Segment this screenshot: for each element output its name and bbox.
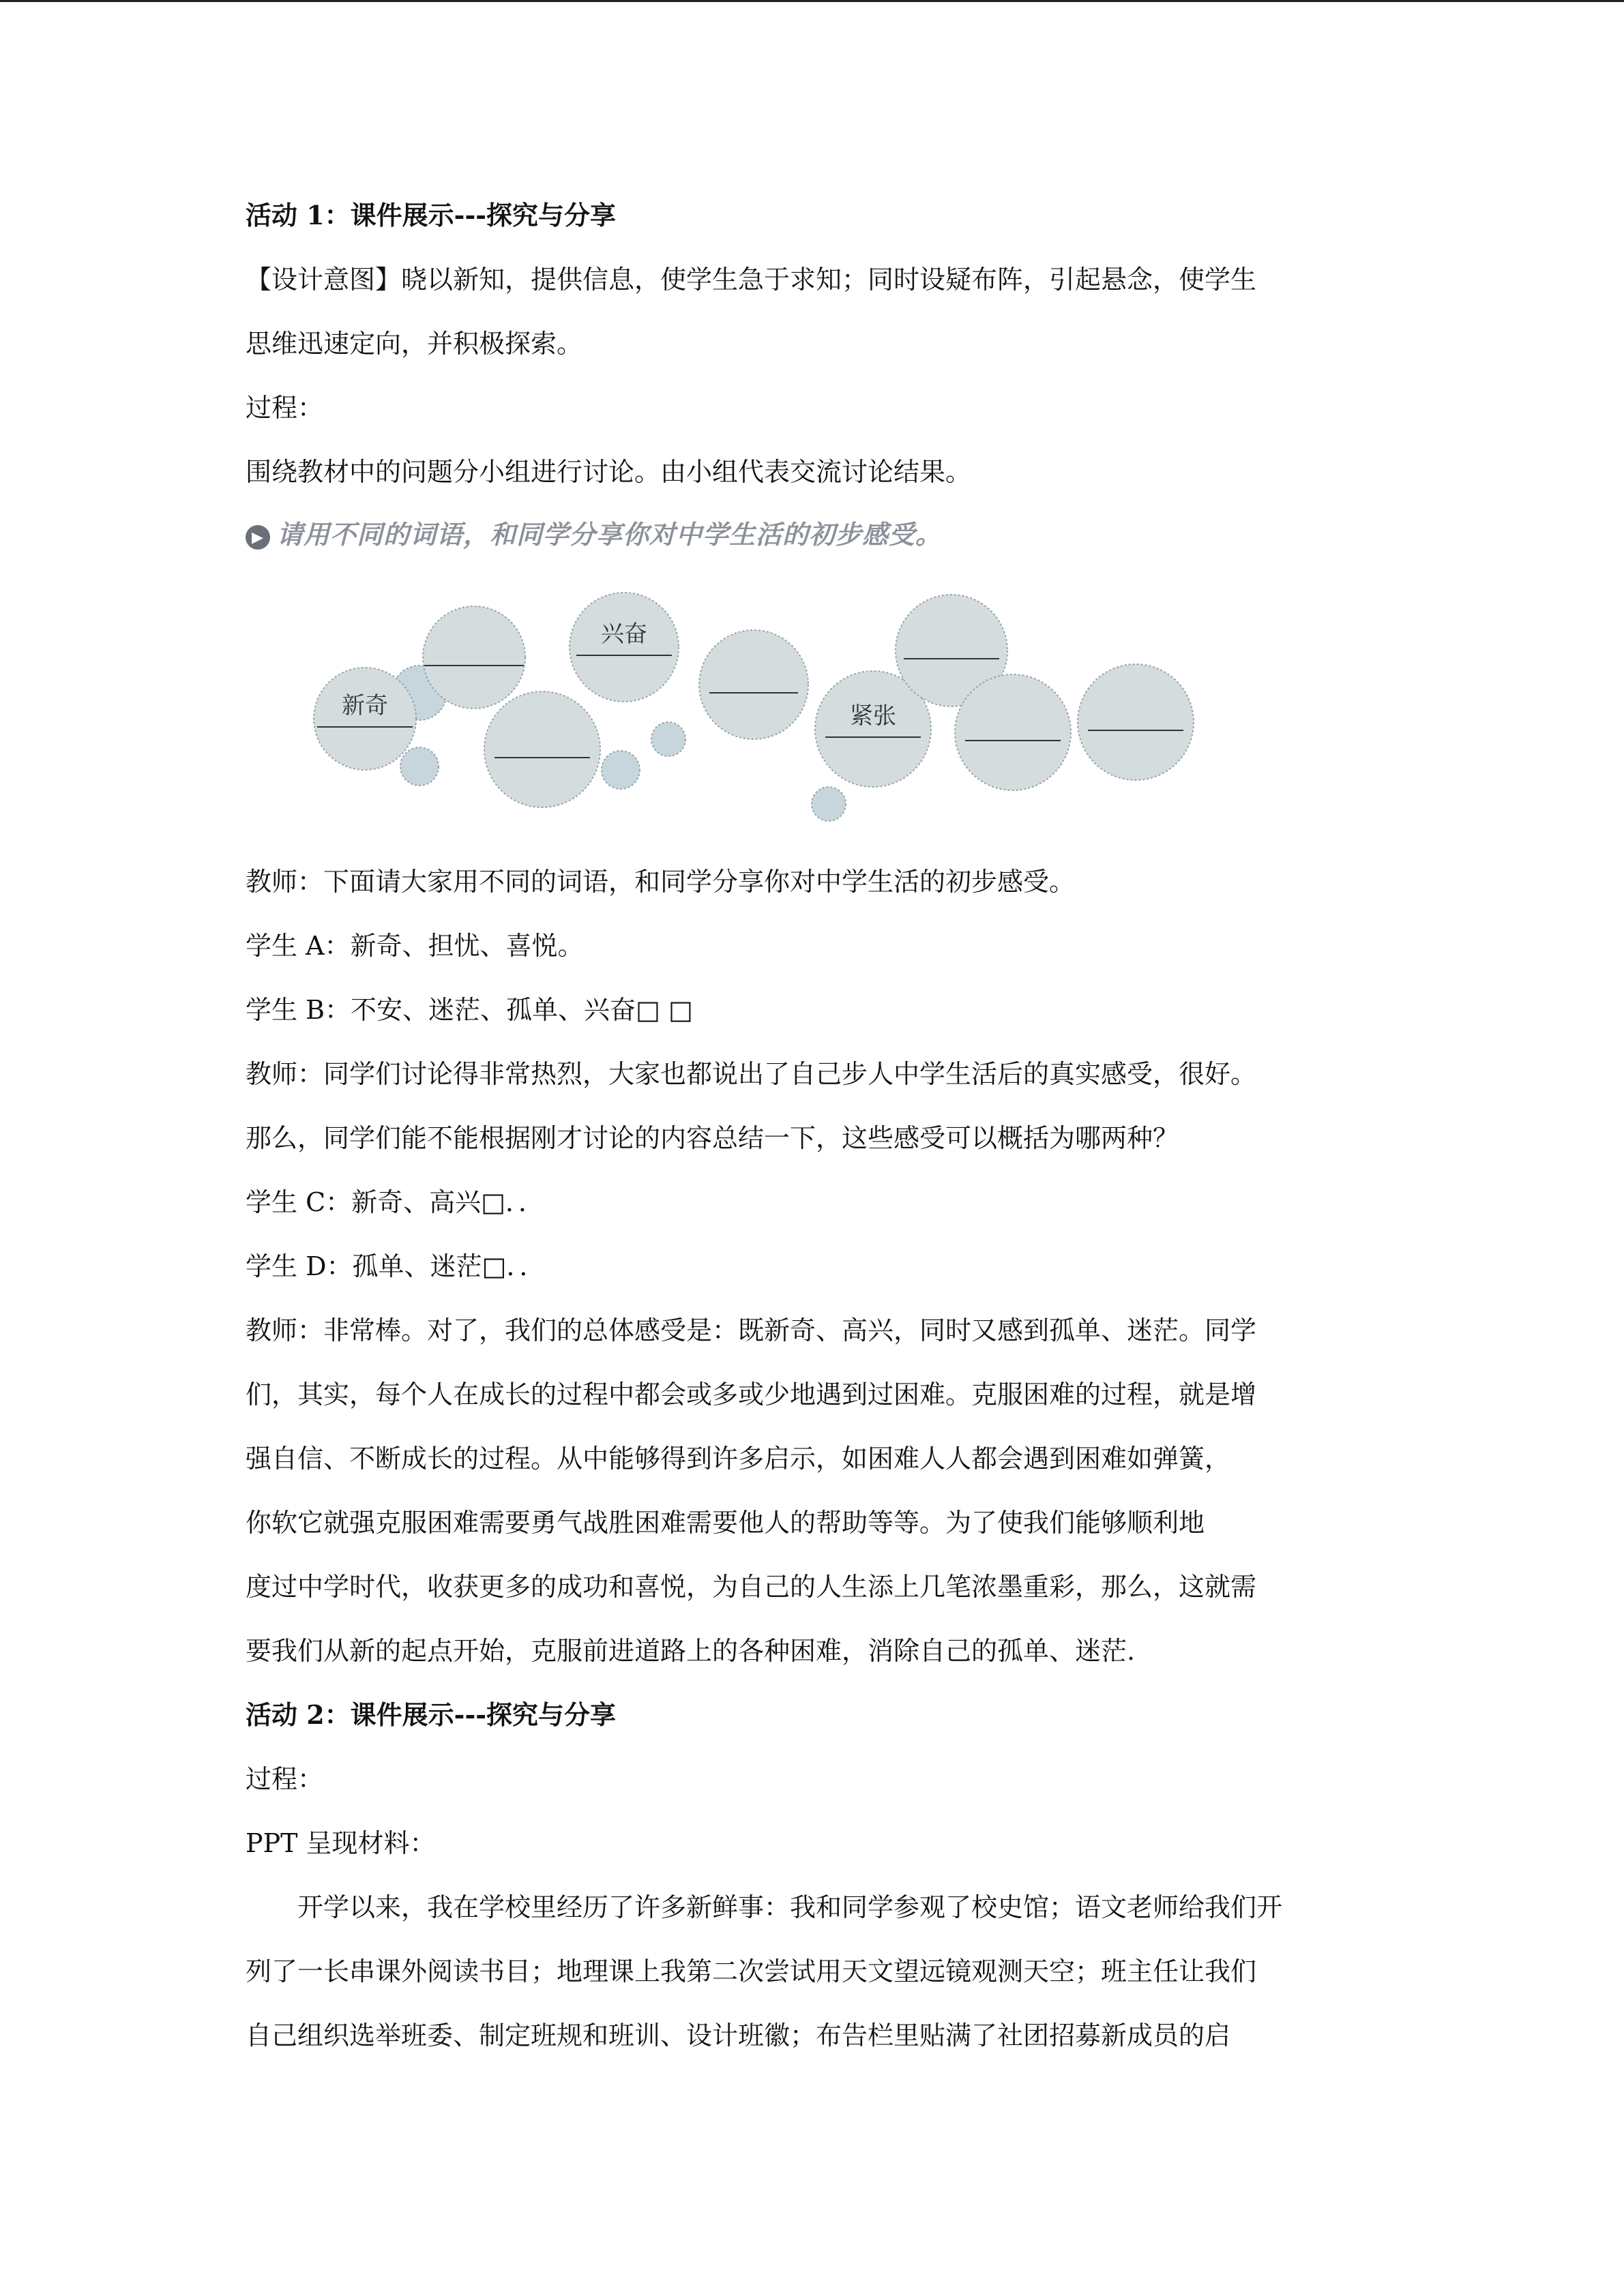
bubble-tiny-mid bbox=[602, 751, 640, 789]
activity1-heading: 活动 1：课件展示---探究与分享 bbox=[246, 200, 616, 230]
bubble-center-low bbox=[484, 691, 600, 807]
bubble-word-1: 新奇 bbox=[342, 692, 388, 719]
dialogue-line-12: 度过中学时代，收获更多的成功和喜悦，为自己的人生添上几笔浓墨重彩，那么，这就需 bbox=[246, 1572, 1257, 1602]
design-intent-line-1: 【设计意图】晓以新知，提供信息，使学生急于求知；同时设疑布阵，引起悬念，使学生 bbox=[246, 265, 1257, 295]
feelings-bubble-figure bbox=[246, 514, 1200, 845]
bubble-right-1 bbox=[955, 674, 1071, 790]
bubble-word-3: 紧张 bbox=[850, 702, 896, 730]
bubble-center-small bbox=[651, 722, 685, 756]
activity2-heading: 活动 2：课件展示---探究与分享 bbox=[246, 1699, 616, 1730]
page-top-border bbox=[0, 0, 1624, 2]
activity1-instruction: 围绕教材中的问题分小组进行讨论。由小组代表交流讨论结果。 bbox=[246, 457, 972, 487]
activity1-process-label: 过程： bbox=[246, 393, 324, 423]
bubble-right-2 bbox=[1078, 664, 1194, 780]
play-icon: ▶ bbox=[246, 525, 270, 550]
bubble-illustration bbox=[246, 569, 1200, 841]
dialogue-line-7: 学生 D：孤单、迷茫□．． bbox=[246, 1251, 546, 1281]
dialogue-line-4: 教师：同学们讨论得非常热烈，大家也都说出了自己步人中学生活后的真实感受，很好。 bbox=[246, 1059, 1257, 1089]
dialogue-line-10: 强自信、不断成长的过程。从中能够得到许多启示，如困难人人都会遇到困难如弹簧， bbox=[246, 1444, 1231, 1474]
material-line-1: 开学以来，我在学校里经历了许多新鲜事：我和同学参观了校史馆；语文老师给我们开 bbox=[297, 1892, 1283, 1922]
dialogue-line-2: 学生 A：新奇、担忧、喜悦。 bbox=[246, 931, 584, 961]
document-page bbox=[246, 198, 1378, 2082]
bubble-mid-right bbox=[699, 630, 808, 739]
dialogue-line-9: 们，其实，每个人在成长的过程中都会或多或少地遇到过困难。克服困难的过程，就是增 bbox=[246, 1380, 1257, 1410]
figure-caption bbox=[246, 514, 942, 555]
dialogue-line-3: 学生 B：不安、迷茫、孤单、兴奋□ □ bbox=[246, 995, 693, 1025]
dialogue-line-11: 你软它就强克服困难需要勇气战胜困难需要他人的帮助等等。为了使我们能够顺利地 bbox=[246, 1508, 1205, 1538]
activity2-process-label: 过程： bbox=[246, 1764, 324, 1794]
material-line-2: 列了一长串课外阅读书目；地理课上我第二次尝试用天文望远镜观测天空；班主任让我们 bbox=[246, 1956, 1257, 1986]
dialogue-line-6: 学生 C：新奇、高兴□．． bbox=[246, 1187, 545, 1217]
dialogue-line-5: 那么，同学们能不能根据刚才讨论的内容总结一下，这些感受可以概括为哪两种？ bbox=[246, 1123, 1179, 1153]
dialogue-line-8: 教师：非常棒。对了，我们的总体感受是：既新奇、高兴，同时又感到孤单、迷茫。同学 bbox=[246, 1315, 1257, 1345]
material-line-3: 自己组织选举班委、制定班规和班训、设计班徽；布告栏里贴满了社团招募新成员的启 bbox=[246, 2021, 1231, 2051]
bubble-tiny-left bbox=[400, 747, 439, 786]
bubble-top-2 bbox=[423, 606, 525, 709]
figure-caption-text: 请用不同的词语，和同学分享你对中学生活的初步感受。 bbox=[277, 519, 943, 550]
design-intent-line-2: 思维迅速定向，并积极探索。 bbox=[246, 329, 583, 359]
activity2-ppt-label: PPT 呈现材料： bbox=[246, 1828, 436, 1858]
dialogue-line-13: 要我们从新的起点开始，克服前进道路上的各种困难，消除自己的孤单、迷茫. bbox=[246, 1636, 1136, 1666]
bubble-tiny-bottom bbox=[812, 787, 846, 821]
dialogue-line-1: 教师：下面请大家用不同的词语，和同学分享你对中学生活的初步感受。 bbox=[246, 867, 1076, 897]
bubble-word-2: 兴奋 bbox=[601, 621, 647, 648]
